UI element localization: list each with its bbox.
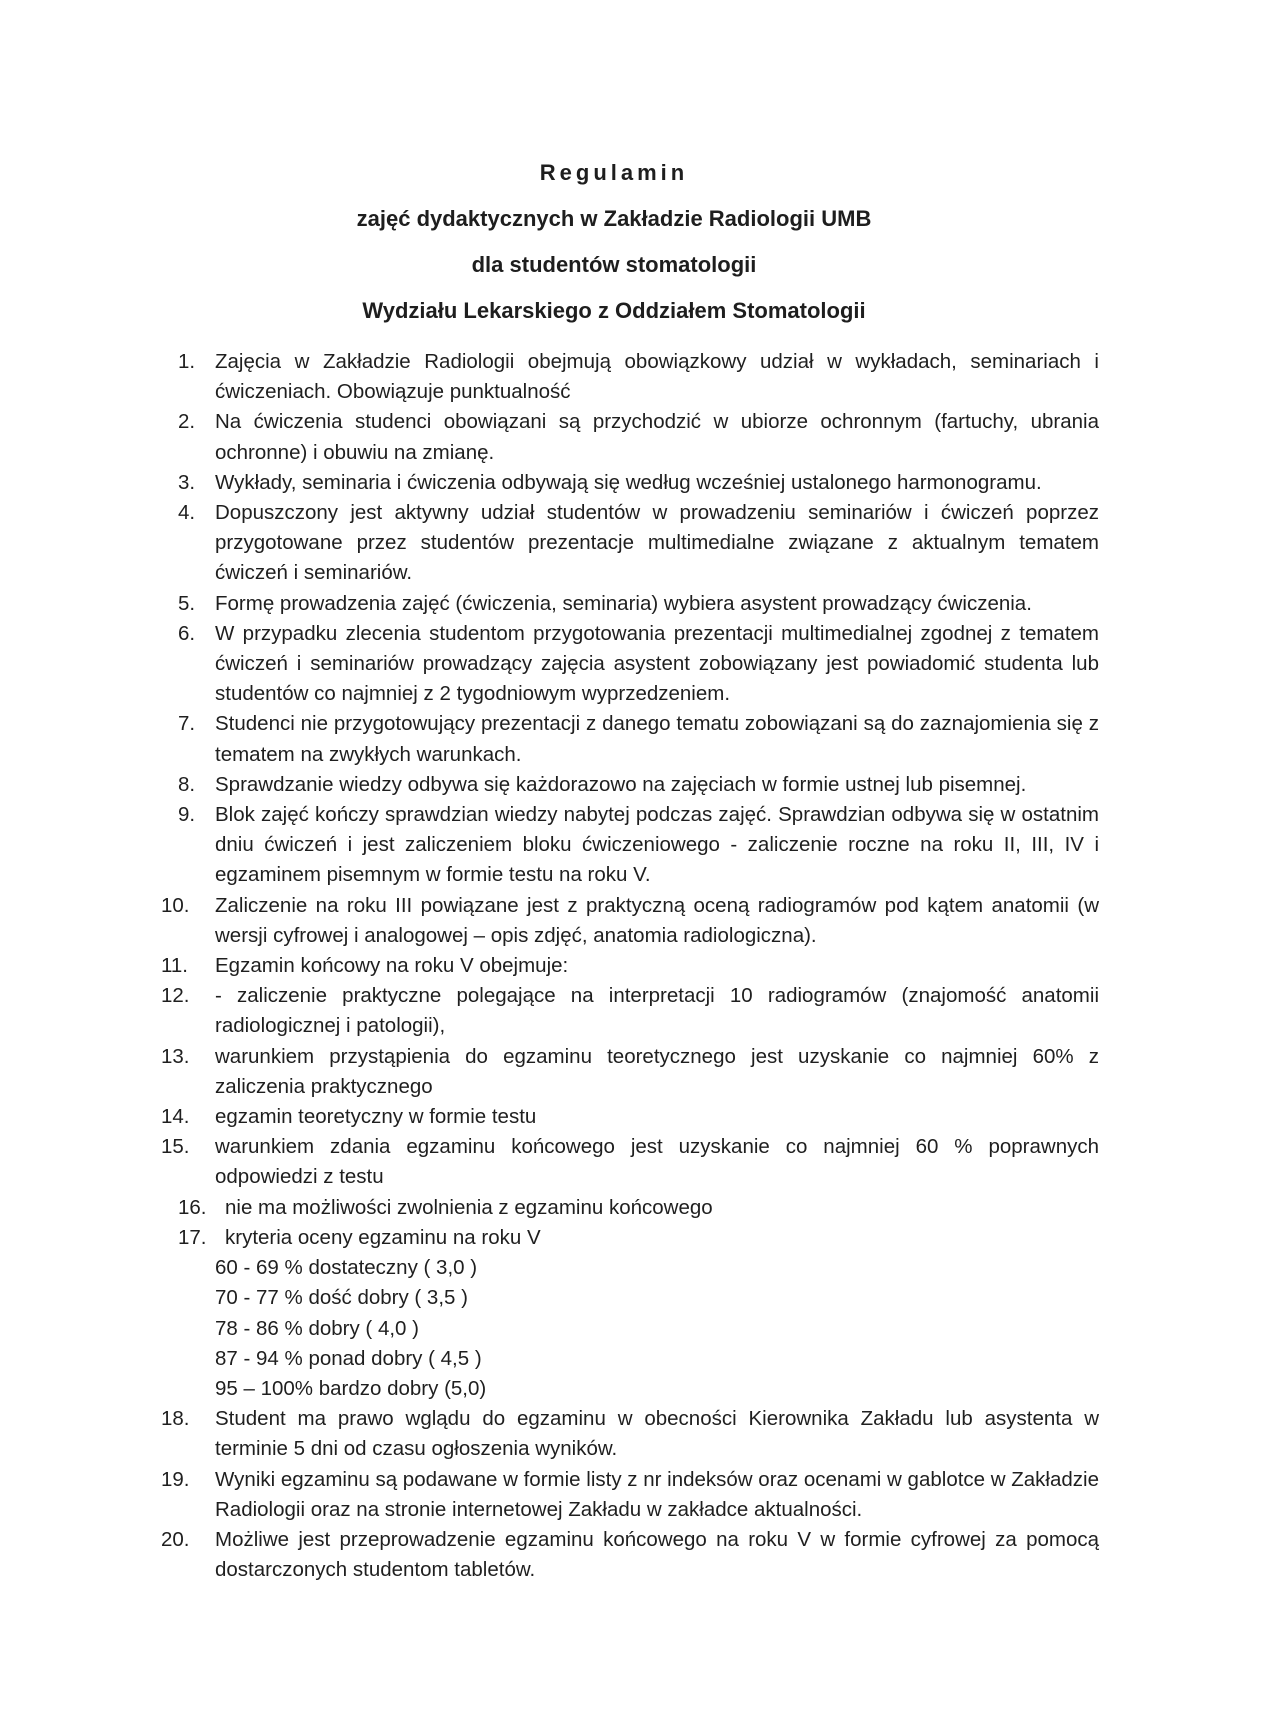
- list-item: [161, 1283, 1099, 1313]
- list-item: [161, 1223, 1099, 1253]
- list-item: [161, 1102, 1099, 1132]
- list-item: [161, 770, 1099, 800]
- list-item-number: [161, 1253, 215, 1283]
- list-item-number: 16.: [178, 1195, 207, 1219]
- list-item-number: [161, 1344, 215, 1374]
- list-item-number: 19.: [161, 1467, 190, 1491]
- list-item-number: 5.: [178, 591, 196, 615]
- document-title: Regulamin: [539, 160, 689, 185]
- list-item-text: Sprawdzanie wiedzy odbywa się każdorazowo na zajęciach w formie ustnej lub pisemnej.: [215, 772, 1027, 796]
- list-item-number: 13.: [161, 1044, 190, 1068]
- list-item: [161, 951, 1099, 981]
- list-item-number: 6.: [178, 621, 196, 645]
- list-item-text: kryteria oceny egzaminu na roku V: [225, 1225, 541, 1249]
- list-item-number: 7.: [178, 712, 196, 736]
- list-item-number: 14.: [161, 1105, 190, 1129]
- list-item: [161, 1042, 1099, 1102]
- list-item: [161, 468, 1099, 498]
- list-item: [161, 589, 1099, 619]
- list-item-text: Wykłady, seminaria i ćwiczenia odbywają się według wcześniej ustalonego harmonogramu.: [215, 470, 1042, 494]
- list-item-text: 78 - 86 % dobry ( 4,0 ): [215, 1316, 419, 1340]
- list-item: [161, 1374, 1099, 1404]
- list-item-text: Student ma prawo wglądu do egzaminu w obecności Kierownika Zakładu lub asystenta w terminie 5 dni od czasu ogłoszenia wyników.: [215, 1407, 1099, 1461]
- list-item: [161, 891, 1099, 951]
- list-item-number: 17.: [178, 1225, 207, 1249]
- list-item-text: - zaliczenie praktyczne polegające na interpretacji 10 radiogramów (znajomość anatomii radiologicznej i patologii),: [215, 984, 1099, 1038]
- list-item: [161, 709, 1099, 769]
- list-item-text: egzamin teoretyczny w formie testu: [215, 1105, 537, 1129]
- list-item: [161, 800, 1099, 891]
- list-item: [161, 407, 1099, 467]
- document-subtitle-2: dla studentów stomatologii: [471, 252, 757, 277]
- list-item-text: Dopuszczony jest aktywny udział studentów w prowadzeniu seminariów i ćwiczeń poprzez przygotowane przez studentów prezentacje multimedialne związane z aktualnym tematem ćwiczeń i seminariów.: [215, 501, 1099, 585]
- list-item-text: nie ma możliwości zwolnienia z egzaminu końcowego: [225, 1195, 713, 1219]
- list-item: [161, 981, 1099, 1041]
- list-item-text: Studenci nie przygotowujący prezentacji z danego tematu zobowiązani są do zaznajomienia się z tematem na zwykłych warunkach.: [215, 712, 1099, 766]
- list-item-number: 20.: [161, 1527, 190, 1551]
- list-item-text: Możliwe jest przeprowadzenie egzaminu końcowego na roku V w formie cyfrowej za pomocą dostarczonych studentom tabletów.: [215, 1527, 1099, 1582]
- list-item-text: Na ćwiczenia studenci obowiązani są przychodzić w ubiorze ochronnym (fartuchy, ubrania ochronne) i obuwiu na zmianę.: [215, 410, 1099, 464]
- list-item: [161, 619, 1099, 710]
- list-item: [161, 498, 1099, 589]
- list-item-text: W przypadku zlecenia studentom przygotowania prezentacji multimedialnej zgodnej z tematem ćwiczeń i seminariów prowadzący zajęcia asystent zobowiązany jest powiadomić studenta lub studentów co najmniej z 2 tygodniowym wyprzedzeniem.: [215, 621, 1099, 706]
- document-subtitle-1: zajęć dydaktycznych w Zakładzie Radiologii UMB: [356, 206, 872, 231]
- list-item: [161, 1193, 1099, 1223]
- list-item: [161, 347, 1099, 407]
- list-item-number: 2.: [178, 410, 196, 434]
- list-item-text: warunkiem zdania egzaminu końcowego jest uzyskanie co najmniej 60 % poprawnych odpowiedzi z testu: [215, 1135, 1099, 1189]
- list-item: [161, 1525, 1099, 1585]
- list-item: [161, 1253, 1099, 1283]
- list-item-number: 10.: [161, 893, 190, 917]
- list-item-number: 15.: [161, 1135, 190, 1159]
- document-subtitle-3: Wydziału Lekarskiego z Oddziałem Stomatologii: [362, 298, 866, 323]
- list-item: [161, 1404, 1099, 1464]
- list-item-text: Blok zajęć kończy sprawdzian wiedzy nabytej podczas zajęć. Sprawdzian odbywa się w ostatnim dniu ćwiczeń i jest zaliczeniem bloku ćwiczeniowego - zaliczenie roczne na roku II, III, IV i egzaminem pisemnym w formie testu na roku V.: [215, 803, 1099, 887]
- list-item-number: 3.: [178, 470, 196, 494]
- list-item-text: Wyniki egzaminu są podawane w formie listy z nr indeksów oraz ocenami w gablotce w Zakładzie Radiologii oraz na stronie internetowej Zakładu w zakładce aktualności.: [215, 1467, 1099, 1521]
- list-item-number: 12.: [161, 984, 190, 1008]
- list-item: [161, 1132, 1099, 1192]
- list-item-text: Egzamin końcowy na roku V obejmuje:: [215, 954, 569, 978]
- list-item-text: 95 – 100% bardzo dobry (5,0): [215, 1376, 487, 1400]
- list-item-text: Zaliczenie na roku III powiązane jest z praktyczną oceną radiogramów pod kątem anatomii (w wersji cyfrowej i analogowej – opis zdjęć, anatomia radiologiczna).: [215, 893, 1099, 947]
- list-item-text: Zajęcia w Zakładzie Radiologii obejmują obowiązkowy udział w wykładach, seminariach i ćwiczeniach. Obowiązuje punktualność: [215, 350, 1099, 404]
- list-item-number: 11.: [161, 954, 188, 978]
- list-item-number: 9.: [178, 803, 196, 827]
- list-item-number: [161, 1283, 215, 1313]
- list-item-number: [161, 1314, 215, 1344]
- list-item-number: 1.: [178, 350, 196, 373]
- list-item-text: 87 - 94 % ponad dobry ( 4,5 ): [215, 1346, 482, 1370]
- list-item-number: 18.: [161, 1407, 190, 1431]
- regulation-list: [161, 347, 1099, 1585]
- list-item-text: Formę prowadzenia zajęć (ćwiczenia, seminaria) wybiera asystent prowadzący ćwiczenia.: [215, 591, 1032, 615]
- list-item-number: 8.: [178, 772, 196, 796]
- list-item-text: warunkiem przystąpienia do egzaminu teoretycznego jest uzyskanie co najmniej 60% z zaliczenia praktycznego: [215, 1044, 1099, 1098]
- list-item: [161, 1344, 1099, 1374]
- list-item-text: 70 - 77 % dość dobry ( 3,5 ): [215, 1286, 468, 1310]
- list-item: [161, 1314, 1099, 1344]
- list-item: [161, 1465, 1099, 1525]
- list-item-number: 4.: [178, 501, 196, 525]
- list-item-number: [161, 1374, 215, 1404]
- list-item-text: 60 - 69 % dostateczny ( 3,0 ): [215, 1256, 478, 1280]
